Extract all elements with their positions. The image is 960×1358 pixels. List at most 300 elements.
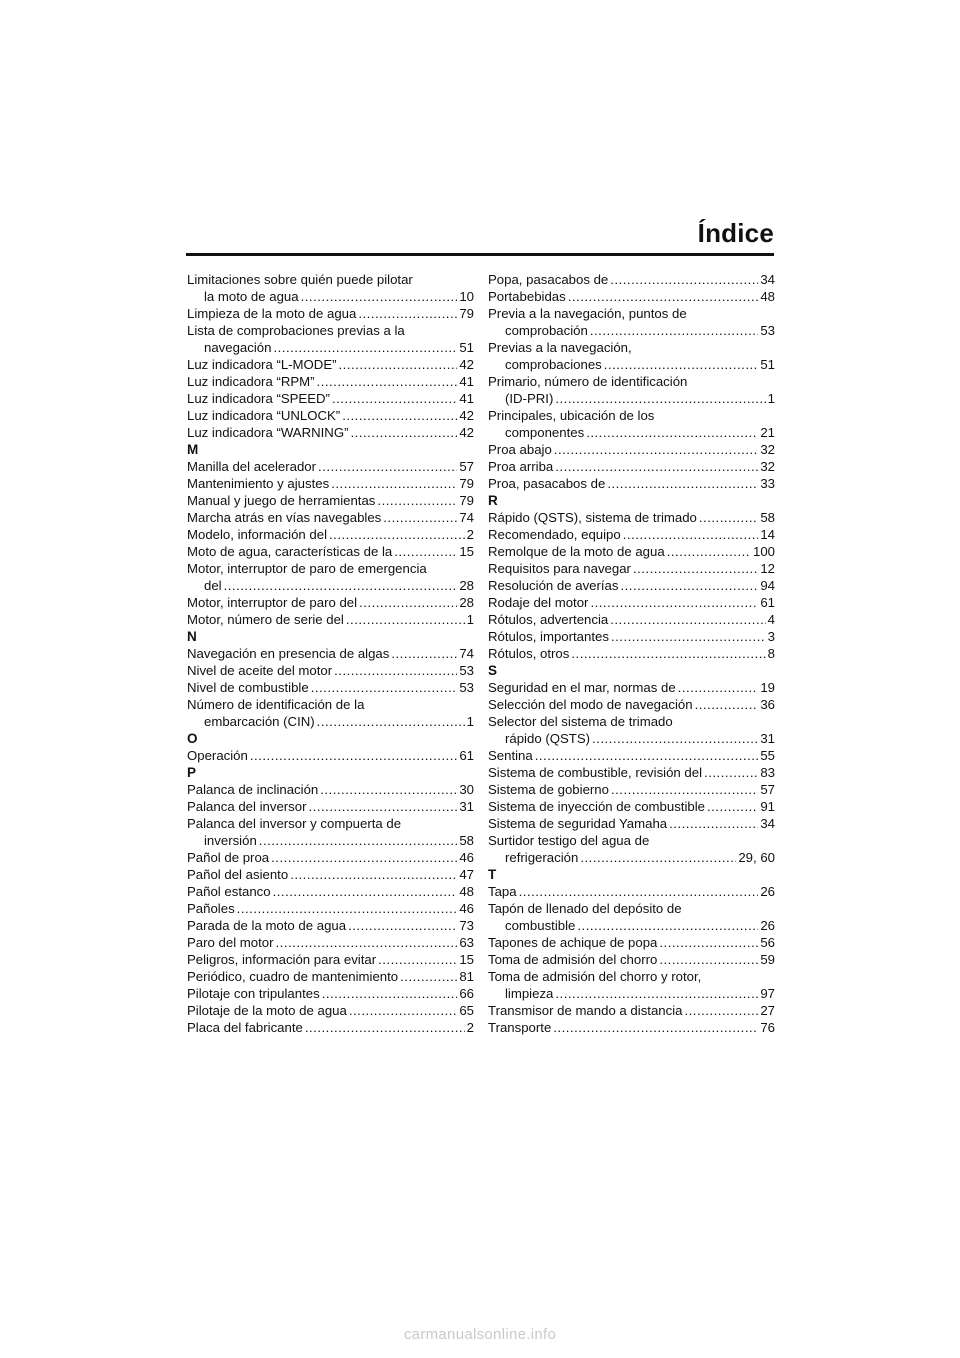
index-entry-label: Motor, interruptor de paro del	[187, 595, 358, 610]
index-entry-page: 73	[459, 918, 474, 933]
dot-leader	[535, 747, 759, 764]
index-entry-label: Luz indicadora “SPEED”	[187, 391, 330, 406]
index-entry	[187, 356, 474, 373]
index-entry	[488, 934, 775, 951]
index-entry-label: Luz indicadora “UNLOCK”	[187, 408, 341, 423]
index-entry-page: 3	[767, 629, 775, 644]
index-entry-label: Rodaje del motor	[488, 595, 589, 610]
index-entry	[187, 883, 474, 900]
index-entry	[187, 645, 474, 662]
dot-leader	[623, 526, 759, 543]
index-entry	[187, 798, 474, 815]
index-entry-page: 66	[459, 986, 474, 1001]
index-entry	[488, 356, 775, 373]
index-entry-page: 8	[767, 646, 775, 661]
index-entry	[488, 781, 775, 798]
index-entry-page: 1	[466, 612, 474, 627]
index-entry-label: Luz indicadora “WARNING”	[187, 425, 349, 440]
index-entry-heading: Previa a la navegación, puntos de	[488, 306, 687, 321]
index-entry-label: inversión	[204, 833, 257, 848]
index-entry	[488, 628, 775, 645]
index-entry	[187, 492, 474, 509]
index-entry	[187, 373, 474, 390]
index-entry	[488, 543, 775, 560]
index-entry-label: Periódico, cuadro de mantenimiento	[187, 969, 399, 984]
dot-leader	[383, 509, 457, 526]
index-entry	[488, 679, 775, 696]
dot-leader	[259, 832, 458, 849]
index-entry	[488, 441, 775, 458]
index-entry	[187, 934, 474, 951]
index-entry-label: Palanca del inversor	[187, 799, 307, 814]
index-entry-heading: Palanca del inversor y compuerta de	[187, 816, 402, 831]
index-entry-label: Pañol del asiento	[187, 867, 289, 882]
dot-leader	[349, 1002, 458, 1019]
index-entry-label: Paro del motor	[187, 935, 274, 950]
dot-leader	[577, 917, 758, 934]
dot-leader	[317, 713, 465, 730]
index-entry	[488, 424, 775, 441]
index-entry-heading: Selector del sistema de trimado	[488, 714, 673, 729]
dot-leader	[554, 441, 759, 458]
index-entry-label: Rótulos, importantes	[488, 629, 609, 644]
index-entry	[488, 271, 775, 288]
index-entry-label: Remolque de la moto de agua	[488, 544, 665, 559]
index-entry	[187, 917, 474, 934]
index-entry-page: 56	[760, 935, 775, 950]
index-entry-heading: Surtidor testigo del agua de	[488, 833, 650, 848]
dot-leader	[237, 900, 458, 917]
index-entry-label: Navegación en presencia de algas	[187, 646, 390, 661]
index-entry	[488, 611, 775, 628]
index-entry	[187, 509, 474, 526]
dot-leader	[394, 543, 457, 560]
dot-leader	[555, 985, 758, 1002]
dot-leader	[305, 1019, 465, 1036]
index-entry	[187, 662, 474, 679]
index-entry	[488, 645, 775, 662]
index-column-right	[488, 271, 775, 1036]
index-entry	[187, 781, 474, 798]
index-entry-page: 59	[760, 952, 775, 967]
index-entry-heading: Limitaciones sobre quién puede pilotar	[187, 272, 413, 287]
index-entry-label: limpieza	[505, 986, 554, 1001]
index-entry-page: 2	[466, 1020, 474, 1035]
dot-leader	[400, 968, 457, 985]
page-title: Índice	[697, 218, 774, 248]
index-entry-page: 33	[760, 476, 775, 491]
index-entry	[488, 917, 775, 934]
index-entry-label: Transporte	[488, 1020, 552, 1035]
index-entry-page: 15	[459, 544, 474, 559]
dot-leader	[678, 679, 759, 696]
index-entry-page: 46	[459, 901, 474, 916]
index-entry-page: 55	[760, 748, 775, 763]
index-entry	[187, 288, 474, 305]
index-entry	[187, 577, 474, 594]
index-entry-label: Nivel de aceite del motor	[187, 663, 333, 678]
index-section-letter: M	[187, 442, 199, 457]
index-entry	[488, 815, 775, 832]
index-entry-page: 79	[459, 306, 474, 321]
index-entry	[488, 696, 775, 713]
index-entry	[488, 509, 775, 526]
index-entry-page: 1	[767, 391, 775, 406]
index-entry-page: 15	[459, 952, 474, 967]
index-entry	[187, 951, 474, 968]
index-entry-page: 4	[767, 612, 775, 627]
dot-leader	[377, 492, 457, 509]
index-entry-page: 2	[466, 527, 474, 542]
index-entry-label: del	[204, 578, 222, 593]
index-entry	[488, 883, 775, 900]
index-section-letter: R	[488, 493, 498, 508]
index-entry	[187, 679, 474, 696]
dot-leader	[633, 560, 758, 577]
dot-leader	[610, 611, 765, 628]
index-entry-page: 27	[760, 1003, 775, 1018]
dot-leader	[290, 866, 457, 883]
index-entry-label: Tapones de achique de popa	[488, 935, 658, 950]
index-entry	[187, 390, 474, 407]
index-entry-page: 79	[459, 493, 474, 508]
dot-leader	[571, 645, 765, 662]
index-entry	[488, 458, 775, 475]
index-entry	[187, 407, 474, 424]
index-entry	[187, 849, 474, 866]
index-entry-label: Operación	[187, 748, 248, 763]
index-entry-label: Proa abajo	[488, 442, 552, 457]
index-entry-label: la moto de agua	[204, 289, 299, 304]
index-entry-page: 65	[459, 1003, 474, 1018]
index-entry-label: Sistema de seguridad Yamaha	[488, 816, 668, 831]
index-entry-label: Toma de admisión del chorro	[488, 952, 658, 967]
index-column-left	[187, 271, 474, 1036]
index-entry-label: Resolución de averías	[488, 578, 619, 593]
index-entry-label: Proa, pasacabos de	[488, 476, 606, 491]
index-entry	[187, 713, 474, 730]
dot-leader	[699, 509, 758, 526]
index-entry-page: 10	[459, 289, 474, 304]
index-entry-heading: Lista de comprobaciones previas a la	[187, 323, 405, 338]
index-entry-label: Tapa	[488, 884, 517, 899]
index-entry-label: Placa del fabricante	[187, 1020, 303, 1035]
index-entry-label: Nivel de combustible	[187, 680, 309, 695]
index-entry-page: 1	[466, 714, 474, 729]
dot-leader	[273, 883, 458, 900]
index-entry-label: Sentina	[488, 748, 533, 763]
index-entry	[187, 900, 474, 917]
dot-leader	[317, 373, 458, 390]
index-entry-heading: Número de identificación de la	[187, 697, 365, 712]
index-section-letter: O	[187, 731, 198, 746]
index-entry-page: 74	[459, 646, 474, 661]
index-section-letter: P	[187, 765, 197, 780]
index-entry-page: 81	[459, 969, 474, 984]
dot-leader	[359, 594, 457, 611]
index-entry	[187, 543, 474, 560]
index-entry-page: 57	[760, 782, 775, 797]
dot-leader	[610, 271, 758, 288]
index-entry	[187, 1002, 474, 1019]
index-entry	[488, 747, 775, 764]
index-entry-label: Palanca de inclinación	[187, 782, 319, 797]
dot-leader	[273, 339, 457, 356]
index-entry-label: Luz indicadora “L-MODE”	[187, 357, 337, 372]
title-rule	[186, 253, 774, 256]
index-entry	[187, 458, 474, 475]
index-entry-heading: Toma de admisión del chorro y rotor,	[488, 969, 702, 984]
index-entry-page: 46	[459, 850, 474, 865]
index-entry-label: rápido (QSTS)	[505, 731, 591, 746]
index-entry	[187, 424, 474, 441]
dot-leader	[348, 917, 457, 934]
index-entry	[488, 1002, 775, 1019]
index-entry-page: 42	[459, 357, 474, 372]
index-entry	[187, 832, 474, 849]
dot-leader	[669, 815, 758, 832]
index-entry	[488, 849, 775, 866]
index-entry	[488, 577, 775, 594]
dot-leader	[592, 730, 758, 747]
dot-leader	[322, 985, 458, 1002]
dot-leader	[318, 458, 457, 475]
index-entry-label: Pañol estanco	[187, 884, 271, 899]
index-entry	[488, 798, 775, 815]
index-entry-label: Recomendado, equipo	[488, 527, 621, 542]
dot-leader	[339, 356, 458, 373]
index-entry-page: 28	[459, 595, 474, 610]
dot-leader	[301, 288, 458, 305]
dot-leader	[611, 628, 766, 645]
dot-leader	[611, 781, 758, 798]
index-entry-heading: Primario, número de identificación	[488, 374, 688, 389]
index-entry	[187, 611, 474, 628]
index-entry-label: Pilotaje con tripulantes	[187, 986, 320, 1001]
index-entry	[187, 305, 474, 322]
index-entry	[187, 339, 474, 356]
index-entry	[488, 730, 775, 747]
index-entry	[488, 1019, 775, 1036]
dot-leader	[707, 798, 758, 815]
index-entry-page: 47	[459, 867, 474, 882]
index-entry-page: 57	[459, 459, 474, 474]
index-entry-heading: Motor, interruptor de paro de emergencia	[187, 561, 427, 576]
index-entry-page: 97	[760, 986, 775, 1001]
index-entry-page: 91	[760, 799, 775, 814]
dot-leader	[331, 475, 457, 492]
index-entry-page: 32	[760, 442, 775, 457]
index-entry	[488, 764, 775, 781]
index-entry-label: refrigeración	[505, 850, 579, 865]
dot-leader	[684, 1002, 758, 1019]
index-entry-page: 14	[760, 527, 775, 542]
index-entry-label: Proa arriba	[488, 459, 554, 474]
dot-leader	[309, 798, 458, 815]
index-section-letter: T	[488, 867, 497, 882]
index-entry-label: navegación	[204, 340, 272, 355]
dot-leader	[276, 934, 458, 951]
index-entry-heading: Previas a la navegación,	[488, 340, 632, 355]
dot-leader	[224, 577, 458, 594]
index-entry-label: Marcha atrás en vías navegables	[187, 510, 382, 525]
dot-leader	[311, 679, 458, 696]
index-entry-page: 42	[459, 408, 474, 423]
index-entry-page: 51	[459, 340, 474, 355]
dot-leader	[553, 1019, 758, 1036]
index-entry	[488, 526, 775, 543]
index-entry-label: Rápido (QSTS), sistema de trimado	[488, 510, 697, 525]
index-entry-label: Pilotaje de la moto de agua	[187, 1003, 347, 1018]
dot-leader	[568, 288, 759, 305]
dot-leader	[342, 407, 457, 424]
dot-leader	[586, 424, 758, 441]
index-entry-page: 34	[760, 816, 775, 831]
index-entry-page: 53	[459, 663, 474, 678]
index-entry-label: comprobación	[505, 323, 588, 338]
dot-leader	[519, 883, 759, 900]
index-entry-heading: Tapón de llenado del depósito de	[488, 901, 682, 916]
index-entry-page: 94	[760, 578, 775, 593]
index-entry-label: Manual y juego de herramientas	[187, 493, 376, 508]
dot-leader	[320, 781, 457, 798]
dot-leader	[695, 696, 759, 713]
index-entry-page: 41	[459, 374, 474, 389]
dot-leader	[391, 645, 457, 662]
dot-leader	[620, 577, 758, 594]
index-entry-page: 79	[459, 476, 474, 491]
index-entry-page: 63	[459, 935, 474, 950]
index-entry-page: 34	[760, 272, 775, 287]
dot-leader	[332, 390, 457, 407]
index-entry-label: Limpieza de la moto de agua	[187, 306, 357, 321]
dot-leader	[590, 322, 758, 339]
dot-leader	[346, 611, 465, 628]
dot-leader	[659, 934, 758, 951]
index-entry-page: 36	[760, 697, 775, 712]
index-entry-page: 100	[752, 544, 775, 559]
dot-leader	[604, 356, 759, 373]
index-entry-page: 29, 60	[738, 850, 775, 865]
watermark: carmanualsonline.info	[403, 1326, 557, 1343]
dot-leader	[704, 764, 758, 781]
index-entry-label: Pañol de proa	[187, 850, 270, 865]
index-entry-label: Modelo, información del	[187, 527, 328, 542]
index-entry-label: Requisitos para navegar	[488, 561, 631, 576]
index-entry-page: 26	[760, 918, 775, 933]
index-entry-page: 21	[760, 425, 775, 440]
index-entry-page: 74	[459, 510, 474, 525]
index-entry-page: 31	[760, 731, 775, 746]
index-entry-page: 83	[760, 765, 775, 780]
index-entry-label: Portabebidas	[488, 289, 566, 304]
index-entry-label: comprobaciones	[505, 357, 602, 372]
index-entry-label: Pañoles	[187, 901, 235, 916]
index-entry-page: 31	[459, 799, 474, 814]
index-entry-page: 61	[459, 748, 474, 763]
index-entry-label: Peligros, información para evitar	[187, 952, 377, 967]
index-entry	[488, 951, 775, 968]
dot-leader	[667, 543, 751, 560]
index-entry-page: 61	[760, 595, 775, 610]
index-entry-heading: Principales, ubicación de los	[488, 408, 655, 423]
index-entry-page: 48	[459, 884, 474, 899]
index-entry-label: Sistema de combustible, revisión del	[488, 765, 703, 780]
dot-leader	[250, 747, 457, 764]
index-section-letter: S	[488, 663, 498, 678]
dot-leader	[271, 849, 457, 866]
index-entry-label: Rótulos, otros	[488, 646, 570, 661]
index-entry	[187, 594, 474, 611]
index-entry	[187, 1019, 474, 1036]
index-entry	[187, 985, 474, 1002]
index-entry-label: Motor, número de serie del	[187, 612, 344, 627]
index-entry-page: 42	[459, 425, 474, 440]
index-entry-label: Selección del modo de navegación	[488, 697, 693, 712]
dot-leader	[607, 475, 758, 492]
index-entry	[187, 747, 474, 764]
index-entry-label: Parada de la moto de agua	[187, 918, 347, 933]
index-entry-page: 53	[760, 323, 775, 338]
index-entry-label: Manilla del acelerador	[187, 459, 317, 474]
index-entry-page: 26	[760, 884, 775, 899]
index-entry-label: Mantenimiento y ajustes	[187, 476, 330, 491]
dot-leader	[580, 849, 736, 866]
index-entry-label: (ID-PRI)	[505, 391, 554, 406]
index-entry	[488, 475, 775, 492]
index-entry-page: 48	[760, 289, 775, 304]
dot-leader	[329, 526, 465, 543]
index-entry-label: Popa, pasacabos de	[488, 272, 609, 287]
index-entry-page: 53	[459, 680, 474, 695]
index-entry-page: 12	[760, 561, 775, 576]
index-entry-page: 41	[459, 391, 474, 406]
index-entry	[187, 866, 474, 883]
index-entry-page: 58	[760, 510, 775, 525]
dot-leader	[378, 951, 457, 968]
index-entry-label: Moto de agua, características de la	[187, 544, 393, 559]
dot-leader	[590, 594, 758, 611]
index-entry-page: 58	[459, 833, 474, 848]
index-entry-page: 19	[760, 680, 775, 695]
index-entry-label: Sistema de gobierno	[488, 782, 609, 797]
index-entry	[187, 475, 474, 492]
dot-leader	[334, 662, 457, 679]
dot-leader	[358, 305, 457, 322]
index-entry-label: Sistema de inyección de combustible	[488, 799, 705, 814]
index-entry-label: componentes	[505, 425, 585, 440]
index-entry-page: 51	[760, 357, 775, 372]
dot-leader	[659, 951, 758, 968]
index-entry	[488, 594, 775, 611]
index-entry	[488, 322, 775, 339]
index-entry-page: 32	[760, 459, 775, 474]
index-entry	[488, 390, 775, 407]
index-entry-label: Rótulos, advertencia	[488, 612, 609, 627]
index-entry	[488, 288, 775, 305]
index-entry-label: embarcación (CIN)	[204, 714, 315, 729]
dot-leader	[350, 424, 457, 441]
dot-leader	[555, 390, 765, 407]
index-entry	[488, 985, 775, 1002]
index-entry-label: combustible	[505, 918, 576, 933]
index-entry-page: 76	[760, 1020, 775, 1035]
index-entry-label: Transmisor de mando a distancia	[488, 1003, 683, 1018]
index-entry	[187, 968, 474, 985]
index-entry	[187, 526, 474, 543]
index-entry-label: Luz indicadora “RPM”	[187, 374, 315, 389]
index-entry-page: 30	[459, 782, 474, 797]
